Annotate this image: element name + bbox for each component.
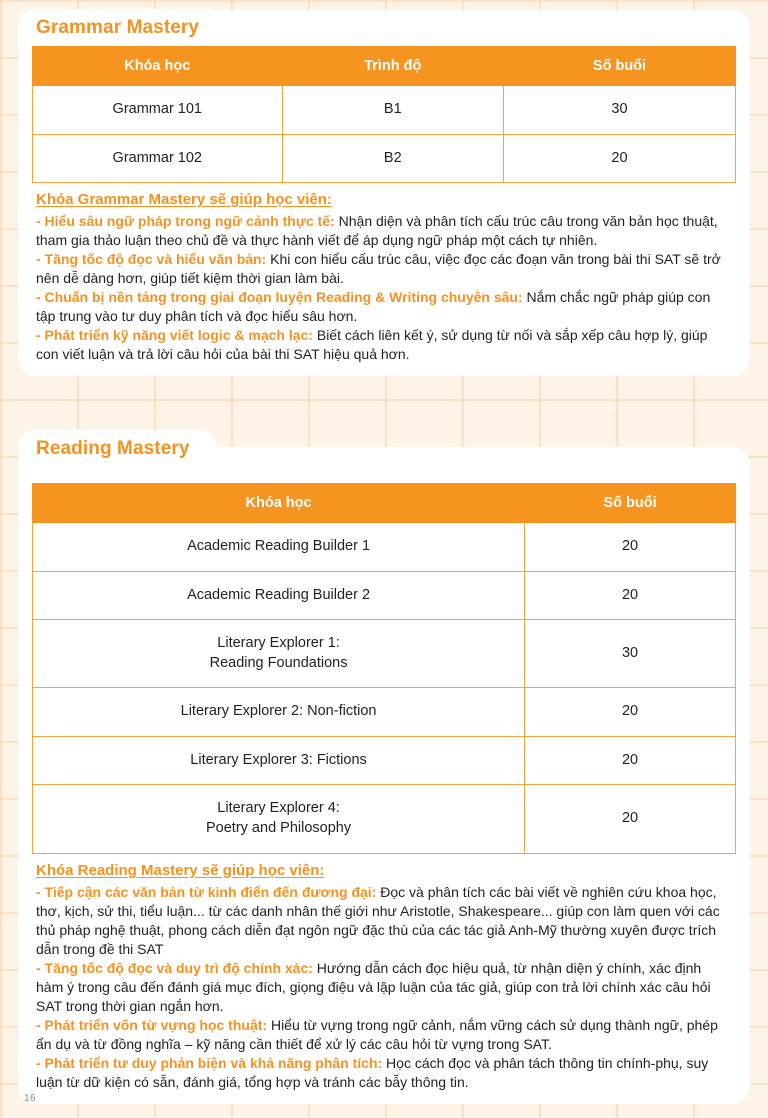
reading-benefits-heading: Khóa Reading Mastery sẽ giúp học viên:: [36, 861, 325, 879]
cell-course-line1: Literary Explorer 1:: [217, 635, 340, 652]
grammar-table-head: [33, 47, 736, 86]
column-header-level: Trình độ: [282, 47, 503, 86]
cell-sessions: 20: [525, 785, 736, 853]
cell-course-line2: Reading Foundations: [209, 654, 348, 671]
section-reading-mastery: [18, 447, 750, 1104]
section-reading-content: [18, 447, 750, 1104]
benefit-item: [36, 1016, 736, 1054]
benefit-lead: - Tăng tốc độ đọc và duy trì độ chính xác:: [36, 959, 313, 976]
table-row: [33, 620, 736, 688]
table-header-row: [33, 47, 736, 86]
cell-course-line1: Academic Reading Builder 2: [187, 586, 371, 603]
column-header-sessions: Số buổi: [504, 47, 736, 86]
section-title-grammar: Grammar Mastery: [36, 17, 200, 38]
column-header-course: Khóa học: [33, 484, 525, 523]
benefit-body: Đọc và phân tích các bài viết về nghiên cứu khoa học, thơ, kịch, sử thi, tiểu luận... từ các danh nhân thế giới như Aristotle, Shakespeare... giúp con làm quen với các thủ pháp nghệ thuật, phong cách diễn đạt ngôn ngữ đặc thù của các tác giả Anh-Mỹ thường xuyên được trích dẫn trong đề thi SAT: [36, 883, 720, 957]
benefit-lead: - Phát triển kỹ năng viết logic & mạch lạc:: [36, 327, 313, 344]
benefit-body: Học cách đọc và phân tách thông tin chính-phụ, suy luận từ dữ kiện có sẵn, đánh giá, tổng hợp và tránh các bẫy thông tin.: [36, 1054, 709, 1090]
table-row: [33, 86, 736, 135]
cell-sessions: 20: [525, 688, 736, 737]
cell-course: [33, 688, 525, 737]
cell-course-line1: Literary Explorer 4:: [217, 800, 340, 817]
benefit-item: [36, 212, 736, 250]
table-row: [33, 571, 736, 620]
benefit-item: [36, 326, 736, 364]
cell-sessions: 30: [504, 86, 736, 135]
benefit-lead: - Phát triển tư duy phản biện và khả năng phân tích:: [36, 1054, 383, 1071]
cell-course: Grammar 102: [33, 134, 283, 183]
benefit-body: Hiểu từ vựng trong ngữ cảnh, nắm vững cách sử dụng thành ngữ, phép ẩn dụ và từ đồng nghĩa – kỹ năng cần thiết để xử lý các câu hỏi từ vựng trong SAT.: [36, 1016, 718, 1052]
cell-course: [33, 620, 525, 688]
benefit-body: Biết cách liên kết ý, sử dụng từ nối và sắp xếp câu hợp lý, giúp con viết luận và trả lời câu hỏi của bài thi SAT hiệu quả hơn.: [36, 327, 708, 363]
benefit-item: [36, 883, 736, 959]
cell-sessions: 20: [525, 736, 736, 785]
table-row: [33, 688, 736, 737]
cell-course-line1: Literary Explorer 2: Non-fiction: [180, 703, 377, 720]
benefit-lead: - Phát triển vốn từ vựng học thuật:: [36, 1016, 268, 1033]
reading-table-body: [33, 523, 736, 854]
cell-course-line2: Poetry and Philosophy: [206, 819, 352, 836]
benefit-item: [36, 959, 736, 1016]
section-title-reading: Reading Mastery: [36, 438, 190, 459]
page-number: 16: [24, 1093, 36, 1104]
cell-level: B1: [282, 86, 503, 135]
reading-table-head: [33, 484, 736, 523]
benefit-body: Khi con hiểu cấu trúc câu, việc đọc các đoạn văn trong bài thi SAT sẽ trở nên dễ dàng hơn, giúp tiết kiệm thời gian làm bài.: [36, 251, 721, 287]
column-header-course: Khóa học: [33, 47, 283, 86]
grammar-benefits-heading: Khóa Grammar Mastery sẽ giúp học viên:: [36, 191, 332, 209]
cell-course: [33, 736, 525, 785]
benefit-lead: - Tiếp cận các văn bản từ kinh điển đến đương đại:: [36, 883, 377, 900]
grammar-course-table: [32, 46, 736, 183]
cell-course-line1: Academic Reading Builder 1: [187, 538, 371, 554]
benefit-lead: - Tăng tốc độ đọc và hiểu văn bản:: [36, 251, 267, 268]
table-row: [33, 523, 736, 572]
benefit-lead: - Hiểu sâu ngữ pháp trong ngữ cảnh thực tế:: [36, 213, 335, 230]
benefit-body: Hướng dẫn cách đọc hiệu quả, từ nhận diện ý chính, xác định hàm ý trong câu đến đánh giá mục đích, giọng điệu và lập luận của tác giả, giúp con trả lời chính xác câu hỏi SAT trong thời gian ngắn hơn.: [36, 959, 711, 1014]
table-row: [33, 134, 736, 183]
cell-sessions: 20: [525, 523, 736, 572]
section-tab-grammar: [18, 9, 225, 44]
cell-course: [33, 523, 525, 572]
cell-level: B2: [282, 134, 503, 183]
benefit-body: Nắm chắc ngữ pháp giúp con tập trung vào tư duy phân tích và đọc hiểu sâu hơn.: [36, 289, 711, 325]
benefit-item: [36, 1054, 736, 1092]
reading-course-table: [32, 483, 736, 854]
benefit-item: [36, 250, 736, 288]
table-row: [33, 736, 736, 785]
section-grammar-mastery: [18, 10, 750, 376]
cell-course-line1: Literary Explorer 3: Fictions: [190, 751, 367, 768]
table-row: [33, 785, 736, 853]
cell-sessions: 20: [525, 571, 736, 620]
cell-sessions: 30: [525, 620, 736, 688]
cell-course: Grammar 101: [33, 86, 283, 135]
benefit-item: [36, 288, 736, 326]
section-tab-reading: [18, 430, 216, 465]
cell-sessions: 20: [504, 134, 736, 183]
benefit-body: Nhận diện và phân tích cấu trúc câu trong văn bản học thuật, tham gia thảo luận theo chủ đề và thực hành viết để áp dụng ngữ pháp một cách tự nhiên.: [36, 213, 718, 249]
benefit-lead: - Chuẩn bị nền tảng trong giai đoạn luyện Reading & Writing chuyên sâu:: [36, 289, 523, 306]
table-header-row: [33, 484, 736, 523]
section-grammar-content: [18, 10, 750, 376]
column-header-sessions: Số buổi: [525, 484, 736, 523]
cell-course: [33, 785, 525, 853]
grammar-table-body: [33, 86, 736, 183]
cell-course: [33, 571, 525, 620]
